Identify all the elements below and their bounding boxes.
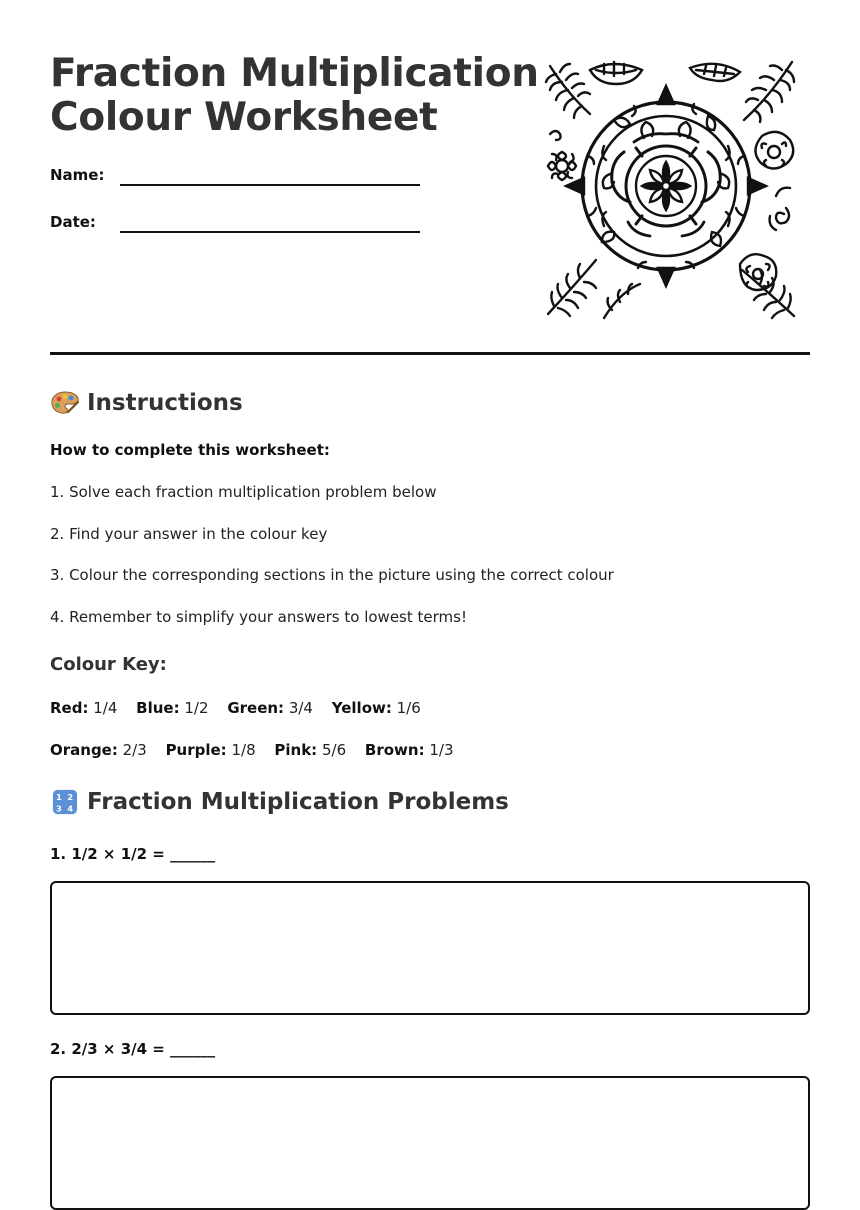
colour-name: Orange: <box>50 741 118 759</box>
problem-2-question: 2. 2/3 × 3/4 = ______ <box>50 1040 216 1058</box>
colour-name: Brown: <box>364 741 425 759</box>
colour-value: 2/3 <box>122 741 147 759</box>
name-label: Name: <box>50 166 105 184</box>
fern-bottom-right <box>742 270 794 318</box>
colour-value: 1/2 <box>184 699 209 717</box>
instructions-heading <box>50 390 243 416</box>
colour-value: 3/4 <box>288 699 313 717</box>
date-field[interactable] <box>50 213 120 231</box>
colour-value: 1/6 <box>396 699 421 717</box>
flower-left <box>548 152 576 180</box>
colour-value: 1/3 <box>429 741 454 759</box>
date-line[interactable] <box>120 231 420 233</box>
colour-key-item <box>136 699 208 717</box>
input-numbers-icon <box>50 789 80 815</box>
colour-key-item <box>50 699 117 717</box>
name-field[interactable] <box>50 166 120 184</box>
palette-icon <box>50 390 80 416</box>
name-line[interactable] <box>120 184 420 186</box>
colour-key-item <box>365 741 454 759</box>
instruction-step-1: 1. Solve each fraction multiplication problem below <box>50 483 437 501</box>
colour-key-row-1 <box>50 699 435 717</box>
colour-value: 1/8 <box>231 741 256 759</box>
svg-text:4: 4 <box>67 803 74 814</box>
instructions-subheading: How to complete this worksheet: <box>50 441 330 459</box>
instructions-heading-text: Instructions <box>87 390 243 416</box>
colour-name: Purple: <box>165 741 227 759</box>
instruction-step-2: 2. Find your answer in the colour key <box>50 525 328 543</box>
problems-heading-text: Fraction Multiplication Problems <box>87 789 509 815</box>
colour-value: 1/4 <box>93 699 118 717</box>
fern-bottom-left <box>548 260 640 318</box>
worksheet-page <box>50 0 810 1058</box>
colour-key-heading: Colour Key: <box>50 654 167 675</box>
problem-1-question: 1. 1/2 × 1/2 = ______ <box>50 845 216 863</box>
colour-name: Yellow: <box>331 699 392 717</box>
problems-heading <box>50 789 509 815</box>
problem-2-answer-box[interactable] <box>50 1076 810 1210</box>
svg-text:2: 2 <box>67 792 74 803</box>
colour-name: Green: <box>227 699 285 717</box>
colouring-mandala-image <box>544 56 798 320</box>
date-label: Date: <box>50 213 96 231</box>
colour-key-item <box>332 699 421 717</box>
colour-key-row-2 <box>50 741 467 759</box>
colour-name: Red: <box>50 699 89 717</box>
svg-text:3: 3 <box>56 803 62 814</box>
flower-right <box>755 132 793 169</box>
colour-name: Pink: <box>274 741 318 759</box>
colour-key-item <box>274 741 346 759</box>
svg-text:1: 1 <box>56 792 62 803</box>
colour-key-item <box>166 741 256 759</box>
problem-1-answer-box[interactable] <box>50 881 810 1015</box>
instruction-step-3: 3. Colour the corresponding sections in the picture using the correct colour <box>50 566 614 584</box>
page-title <box>50 52 539 140</box>
fern-top-left <box>546 64 590 118</box>
colour-key-item <box>50 741 147 759</box>
title-line-1: Fraction Multiplication <box>50 51 539 96</box>
instruction-step-4: 4. Remember to simplify your answers to lowest terms! <box>50 608 467 626</box>
title-line-2: Colour Worksheet <box>50 95 438 140</box>
fern-top-right <box>744 62 794 122</box>
colour-value: 5/6 <box>321 741 347 759</box>
colour-name: Blue: <box>136 699 180 717</box>
colour-key-item <box>227 699 313 717</box>
worksheet-header <box>50 0 810 355</box>
